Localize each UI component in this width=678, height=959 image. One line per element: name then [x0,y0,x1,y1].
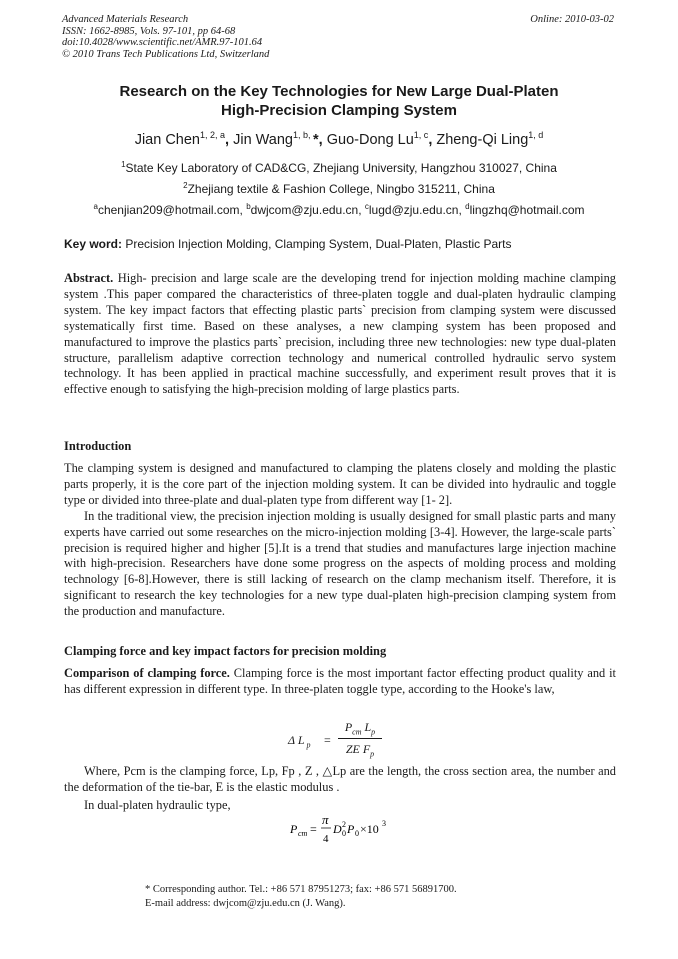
equation-dual-platen [288,812,408,846]
author-list: Jian Chen$^{1, 2, a}$, Jin Wang$^{1, b,}$ *, Guo-Dong Lu$^{1, c}$, Zheng-Qi Ling$^{1, d}$ [134,130,544,148]
corresponding-star: * [313,131,319,148]
svg-text:P: P [347,822,355,836]
abstract-text: High- precision and large scale are the developing trend for injection molding machine clamping system .This paper compared the characteristics of three-platen toggle and dual-platen hydraulic clamping system. The key impact factors that effecting plastic parts` precision from clamping system were discussed systematically first time. Based on these analyses, a new clamping system has been proposed and manufactured to improve the plastics parts` precision, including three new technologies: new type dual-platen structure, parallelism adaptive correction technology and numerical controlled hydraulic servo system technology. It has been applied in practical machine successfully, and experiment result proves that it is effective enough to satisfying the high-precision molding of large plastics parts. [64,271,616,397]
svg-text:4: 4 [323,833,329,845]
journal-header [62,14,269,60]
svg-text:2: 2 [342,820,346,829]
comparison-label: Comparison of clamping force. [64,666,230,680]
author-name: Jian Chen [134,131,200,148]
keywords-label: Key word: [64,237,123,251]
svg-text:0: 0 [342,829,346,838]
svg-text:D: D [333,822,342,836]
section-heading-clamping: Clamping force and key impact factors for precision molding [64,644,387,658]
svg-text:×10: ×10 [360,822,379,836]
svg-text:3: 3 [382,819,386,828]
footnote-email: E-mail address: dwjcom@zju.edu.cn (J. Wang). [145,898,346,909]
svg-text:π: π [322,812,329,827]
email-link: lingzhq@hotmail.com [469,203,585,217]
journal-name: Advanced Materials Research [62,14,189,25]
paragraph: In the traditional view, the precision injection molding is usually designed for small plastic parts and many experts have carried out some researches on the micro-injection molding [3-4]. However, the large-scale parts` precision is required higher and higher [5].It is a trend that studies and manufactures large injection machine with high-precision. Researchers have done some progress on the aspects of molding process and molding technology [6-8].However, there is still lacking of research on the clamp mechanism itself. Therefore, it is significant to research the key technologies for a new type dual-platen high-precision clamping system from the production and manufacture. [64,508,616,619]
svg-text:=: = [310,822,317,836]
keywords [64,237,616,251]
abstract [64,271,616,398]
author-affil-mark: 1, c [413,130,429,140]
svg-text:0: 0 [355,829,359,838]
copyright-line: © 2010 Trans Tech Publications Ltd, Switzerland [62,48,270,60]
author-affil-mark: 1, b, [293,130,314,140]
dual-platen-intro: In dual-platen hydraulic type, [84,798,231,812]
introduction-body [64,461,616,620]
equation-explanation: Where, Pcm is the clamping force, Lp, Fp , Z , △Lp are the length, the cross section area, the number and the deformation of the tie-bar, E is the elastic modulus . [64,764,616,794]
svg-text:cm: cm [298,829,308,838]
title-line-2: High-Precision Clamping System [221,102,457,119]
author-name: Jin Wang [233,131,293,148]
comparison-paragraph [64,666,616,698]
comparison-text: Clamping force is the most important factor effecting product quality and it has different expression in different type. In three-platen toggle type, according to the Hooke's law, [64,666,616,696]
email-link: chenjian209@hotmail.com, [97,203,247,217]
author-affil-mark: 1, d [528,130,544,140]
paper-page: Advanced Materials Research ISSN: 1662-8985, Vols. 97-101, pp 64-68 doi:10.4028/www.scientific.net/AMR.97-101.64 © 2010 Trans Tech Publications Ltd, Switzerland Online: 2010-03-02 Research on the Key Technologies for New Large Dual-Platen High-Precision Clamping System Jian Chen$^{1, 2, a}$, Jin Wang$^{1, b,}$ *, Guo-Dong Lu$^{1, c}$, Zheng-Qi Ling$^{1, d}$ $^1$State Key Laboratory of CAD&CG, Zhejiang University, Hangzhou 310027, China $^2$Zhejiang textile & Fashion College, Ningbo 315211, China $^a$chenjian209@hotmail.com, $^b$dwjcom@zju.edu.cn, $^c$lugd@zju.edu.cn, $^d$lingzhq@hotmail.com Key word: Precision Injection Molding, Clamping System, Dual-Platen, Plastic Parts Abstract. High- precision and large scale are the developing trend for injection molding machine clamping system .This paper compared the characteristics of three-platen toggle and dual-platen hydraulic clamping system. The key impact factors that effecting plastic parts` precision from clamping system were discussed systematically first time. Based on these analyses, a new clamping system has been proposed and manufactured to improve the plastics parts` precision, including three new technologies: new type dual-platen structure, parallelism adaptive correction technology and numerical controlled hydraulic servo system technology. It has been applied in practical machine successfully, and experiment result proves that it is effective enough to satisfying the high-precision molding of large plastics parts. Introduction The clamping system is designed and manufactured to clamping the platens closely and molding the plastic parts properly, it is the core part of the injection molding system. It can be divided into hydraulic and toggle type or divided into three-plate and dual-platen type from different way [1- 2]. In the traditional view, the precision injection molding is usually designed for small plastic parts and many experts have carried out some researches on the micro-injection molding [3-4]. However, the large-scale parts` precision is required higher and higher [5].It is a trend that studies and manufactures large injection machine with high-precision. Researchers have done some progress on the aspects of molding process and molding technology [6-8].However, there is still lacking of research on the clamp mechanism itself. Therefore, it is significant to research the key technologies for a new type dual-platen high-precision clamping system from the production and manufacture. Clamping force and key impact factors for precision molding Comparison of clamping force. Clamping force is the most important factor effecting product quality and it has different expression in different type. In three-platen toggle type, according to the Hooke's law, Δ L $_p$ = $P_{cm}$ $L_p$ ZE $F_p$ Where, Pcm is the clamping force, Lp, Fp , Z , △Lp are the length, the cross section area, the number and the deformation of the tie-bar, E is the elastic modulus . In dual-platen hydraulic type, P cm = π 4 D 0 2 P 0 ×10 3 * Corresponding author. Tel.: +86 571 87951273; fax: +86 571 56891700. E-mail address: dwjcom@zju.edu.cn (J. Wang). [0,0,678,959]
keywords-text: Precision Injection Molding, Clamping System, Dual-Platen, Plastic Parts [122,237,512,251]
issn-line: ISSN: 1662-8985, Vols. 97-101, pp 64-68 [62,25,236,37]
title-line-1: Research on the Key Technologies for New Large Dual-Platen [119,83,559,100]
author-emails: $^a$chenjian209@hotmail.com, $^b$dwjcom@zju.edu.cn, $^c$lugd@zju.edu.cn, $^d$lingzhq@hotmail.com [93,202,585,217]
paper-title [0,82,678,120]
footnote [145,883,457,911]
email-link: lugd@zju.edu.cn, [368,203,466,217]
online-date: Online: 2010-03-02 [530,14,614,25]
author-name: Guo-Dong Lu [326,131,414,148]
author-affil-mark: 1, 2, a [200,130,226,140]
section-heading-introduction: Introduction [64,439,132,453]
author-name: Zheng-Qi Ling [436,131,529,148]
affiliation-2: $^2$Zhejiang textile & Fashion College, Ningbo 315211, China [183,181,495,196]
doi-line: doi:10.4028/www.scientific.net/AMR.97-101.64 [62,37,263,48]
abstract-label: Abstract. [64,271,114,285]
svg-text:P: P [290,822,298,836]
email-link: dwjcom@zju.edu.cn, [250,203,365,217]
footnote-corresponding: * Corresponding author. Tel.: +86 571 87951273; fax: +86 571 56891700. [145,884,457,895]
paragraph: The clamping system is designed and manufactured to clamping the platens closely and molding the plastic parts properly, it is the core part of the injection molding system. It can be divided into hydraulic and toggle type or divided into three-plate and dual-platen type from different way [1- 2]. [64,461,616,507]
affiliation-1: $^1$State Key Laboratory of CAD&CG, Zhejiang University, Hangzhou 310027, China [121,160,557,175]
